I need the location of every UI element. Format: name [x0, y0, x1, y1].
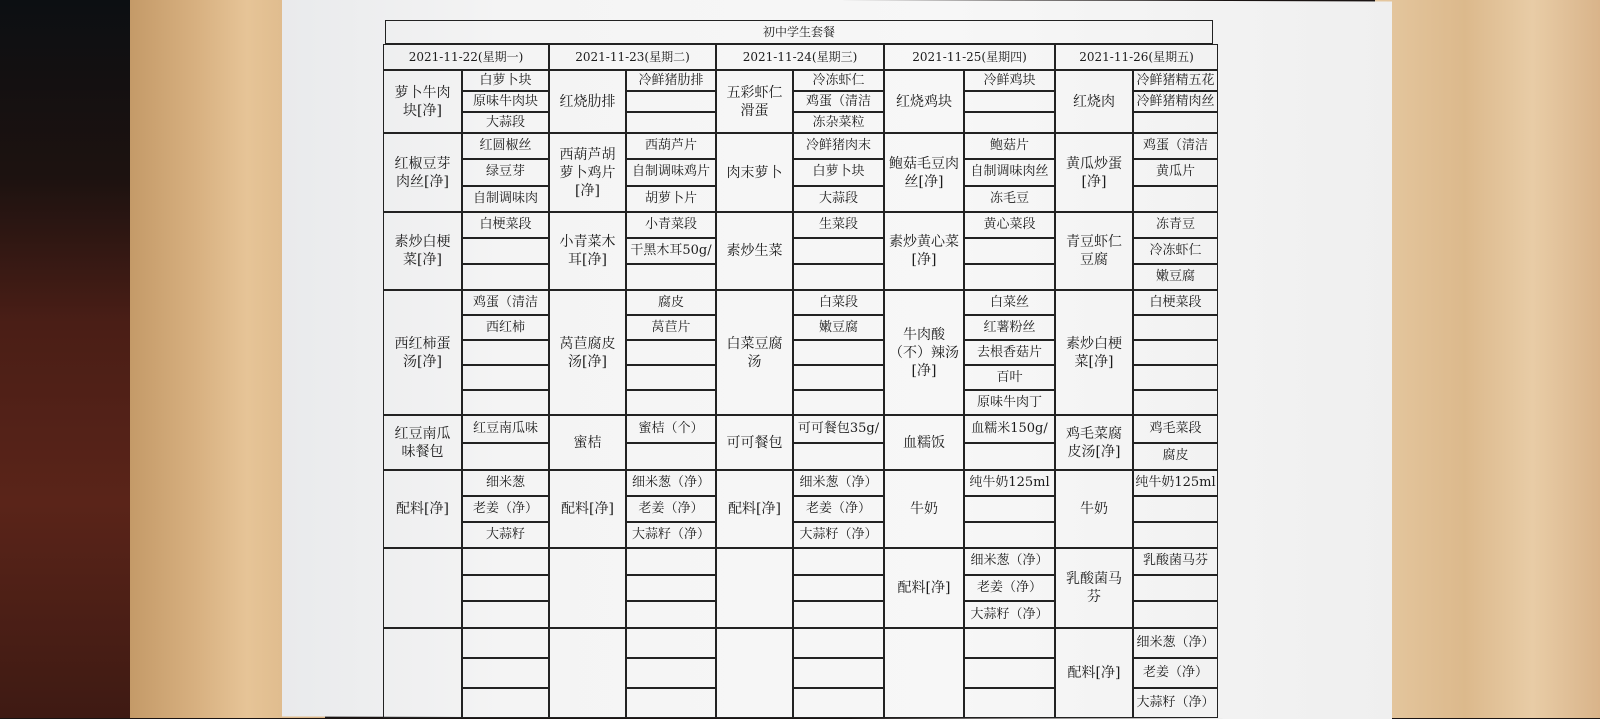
- ingredient-cell: 鸡毛菜段: [1133, 415, 1218, 443]
- ingredient-cell: 老姜（净）: [462, 496, 549, 522]
- ingredient-cell: [462, 365, 549, 390]
- dish-name: [549, 628, 626, 718]
- ingredient-cell: [793, 601, 884, 628]
- ingredient-cell: 纯牛奶125ml: [964, 470, 1055, 496]
- ingredient-cell: [1133, 601, 1218, 628]
- ingredient-cell: 自制调味肉: [462, 186, 549, 212]
- ingredient-cell: 白萝卜块: [793, 159, 884, 185]
- ingredient-cell: [793, 340, 884, 365]
- ingredient-cell: 纯牛奶125ml: [1133, 470, 1218, 496]
- ingredient-cell: [964, 658, 1055, 688]
- ingredient-cell: 大蒜段: [462, 112, 549, 133]
- ingredient-cell: [1133, 575, 1218, 602]
- ingredient-cell: 细米葱（净）: [626, 470, 716, 496]
- dish-name: 牛奶: [884, 470, 964, 548]
- ingredient-cell: 冷鲜鸡块: [964, 70, 1055, 91]
- ingredient-cell: [626, 340, 716, 365]
- ingredient-cell: [793, 688, 884, 718]
- dish-name: 鸡毛菜腐皮汤[净]: [1055, 415, 1133, 470]
- ingredient-cell: 大蒜籽: [462, 522, 549, 548]
- ingredient-cell: [793, 628, 884, 658]
- ingredient-cell: 大蒜籽（净）: [1133, 688, 1218, 718]
- ingredient-cell: [626, 365, 716, 390]
- dish-name: 肉末萝卜: [716, 133, 793, 212]
- ingredient-cell: 胡萝卜片: [626, 186, 716, 212]
- ingredient-cell: 百叶: [964, 365, 1055, 390]
- ingredient-cell: 老姜（净）: [1133, 658, 1218, 688]
- dish-name: 小青菜木耳[净]: [549, 212, 626, 290]
- ingredient-cell: [626, 628, 716, 658]
- ingredient-cell: 冷冻虾仁: [793, 70, 884, 91]
- ingredient-cell: [1133, 112, 1218, 133]
- ingredient-cell: [964, 264, 1055, 290]
- ingredient-cell: 干黑木耳50g/: [626, 238, 716, 264]
- ingredient-cell: [462, 601, 549, 628]
- ingredient-cell: 白菜段: [793, 290, 884, 315]
- ingredient-cell: [626, 443, 716, 471]
- ingredient-cell: 可可餐包35g/: [793, 415, 884, 443]
- dish-name: 素炒白梗菜[净]: [383, 212, 462, 290]
- ingredient-cell: 白菜丝: [964, 290, 1055, 315]
- ingredient-cell: 乳酸菌马芬: [1133, 548, 1218, 575]
- ingredient-cell: 白梗菜段: [462, 212, 549, 238]
- ingredient-cell: [626, 112, 716, 133]
- ingredient-cell: 老姜（净）: [626, 496, 716, 522]
- ingredient-cell: [1133, 186, 1218, 212]
- ingredient-cell: 红圆椒丝: [462, 133, 549, 159]
- ingredient-cell: [626, 264, 716, 290]
- ingredient-cell: [793, 264, 884, 290]
- ingredient-cell: 大蒜籽（净）: [964, 601, 1055, 628]
- dish-name: 莴苣腐皮汤[净]: [549, 290, 626, 415]
- dish-name: 红烧鸡块: [884, 70, 964, 133]
- ingredient-cell: [793, 390, 884, 415]
- ingredient-cell: [462, 238, 549, 264]
- dish-name: [716, 628, 793, 718]
- dish-name: 乳酸菌马芬: [1055, 548, 1133, 628]
- table-title: 初中学生套餐: [385, 20, 1213, 44]
- ingredient-cell: [462, 390, 549, 415]
- dish-name: 红烧肉: [1055, 70, 1133, 133]
- ingredient-cell: [626, 548, 716, 575]
- dish-name: 牛肉酸（不）辣汤[净]: [884, 290, 964, 415]
- ingredient-cell: [462, 628, 549, 658]
- ingredient-cell: 白萝卜块: [462, 70, 549, 91]
- ingredient-cell: [626, 688, 716, 718]
- ingredient-cell: [462, 548, 549, 575]
- ingredient-cell: 冷鲜猪肉末: [793, 133, 884, 159]
- ingredient-cell: 大蒜籽（净）: [626, 522, 716, 548]
- ingredient-cell: 细米葱（净）: [793, 470, 884, 496]
- ingredient-cell: 绿豆芽: [462, 159, 549, 185]
- ingredient-cell: 冷冻虾仁: [1133, 238, 1218, 264]
- dish-name: 可可餐包: [716, 415, 793, 470]
- dish-name: 红烧肋排: [549, 70, 626, 133]
- ingredient-cell: [1133, 340, 1218, 365]
- dish-name: 青豆虾仁豆腐: [1055, 212, 1133, 290]
- ingredient-cell: 冷鲜猪精五花: [1133, 70, 1218, 91]
- ingredient-cell: [964, 522, 1055, 548]
- ingredient-cell: [964, 496, 1055, 522]
- ingredient-cell: 西葫芦片: [626, 133, 716, 159]
- ingredient-cell: 鸡蛋（清洁: [1133, 133, 1218, 159]
- ingredient-cell: 自制调味肉丝: [964, 159, 1055, 185]
- dish-name: 西红柿蛋汤[净]: [383, 290, 462, 415]
- ingredient-cell: 红薯粉丝: [964, 315, 1055, 340]
- ingredient-cell: 冻毛豆: [964, 186, 1055, 212]
- dish-name: 血糯饭: [884, 415, 964, 470]
- ingredient-cell: 嫩豆腐: [1133, 264, 1218, 290]
- ingredient-cell: 蜜桔（个）: [626, 415, 716, 443]
- ingredient-cell: 大蒜籽（净）: [793, 522, 884, 548]
- ingredient-cell: [1133, 522, 1218, 548]
- ingredient-cell: [1133, 315, 1218, 340]
- dish-name: 素炒白梗菜[净]: [1055, 290, 1133, 415]
- ingredient-cell: [793, 238, 884, 264]
- dish-name: 黄瓜炒蛋[净]: [1055, 133, 1133, 212]
- ingredient-cell: [626, 575, 716, 602]
- ingredient-cell: [462, 443, 549, 471]
- dish-name: [383, 628, 462, 718]
- ingredient-cell: 原味牛肉块: [462, 91, 549, 112]
- ingredient-cell: 嫩豆腐: [793, 315, 884, 340]
- ingredient-cell: [462, 658, 549, 688]
- date-header: 2021-11-22(星期一): [383, 44, 549, 70]
- dish-name: 红豆南瓜味餐包: [383, 415, 462, 470]
- ingredient-cell: [626, 91, 716, 112]
- ingredient-cell: [462, 575, 549, 602]
- date-header: 2021-11-25(星期四): [884, 44, 1055, 70]
- dish-name: 配料[净]: [549, 470, 626, 548]
- ingredient-cell: [626, 601, 716, 628]
- ingredient-cell: 冷鲜猪肋排: [626, 70, 716, 91]
- dish-name: 鲍菇毛豆肉丝[净]: [884, 133, 964, 212]
- dish-name: 配料[净]: [884, 548, 964, 628]
- ingredient-cell: 原味牛肉丁: [964, 390, 1055, 415]
- ingredient-cell: [1133, 365, 1218, 390]
- ingredient-cell: 红豆南瓜味: [462, 415, 549, 443]
- ingredient-cell: 腐皮: [1133, 443, 1218, 471]
- ingredient-cell: 西红柿: [462, 315, 549, 340]
- ingredient-cell: 冷鲜猪精肉丝: [1133, 91, 1218, 112]
- date-header: 2021-11-23(星期二): [549, 44, 716, 70]
- ingredient-cell: [793, 365, 884, 390]
- ingredient-cell: 细米葱（净）: [964, 548, 1055, 575]
- ingredient-cell: [626, 390, 716, 415]
- ingredient-cell: 老姜（净）: [964, 575, 1055, 602]
- ingredient-cell: [793, 575, 884, 602]
- ingredient-cell: [964, 112, 1055, 133]
- dish-name: 素炒黄心菜[净]: [884, 212, 964, 290]
- dish-name: [884, 628, 964, 718]
- ingredient-cell: 莴苣片: [626, 315, 716, 340]
- dish-name: 配料[净]: [383, 470, 462, 548]
- dish-name: 萝卜牛肉块[净]: [383, 70, 462, 133]
- ingredient-cell: [964, 238, 1055, 264]
- ingredient-cell: [964, 91, 1055, 112]
- ingredient-cell: [462, 688, 549, 718]
- ingredient-cell: [793, 443, 884, 471]
- ingredient-cell: [462, 340, 549, 365]
- ingredient-cell: 细米葱（净）: [1133, 628, 1218, 658]
- date-header: 2021-11-24(星期三): [716, 44, 884, 70]
- ingredient-cell: 鸡蛋（清洁: [793, 91, 884, 112]
- ingredient-cell: 白梗菜段: [1133, 290, 1218, 315]
- ingredient-cell: 黄心菜段: [964, 212, 1055, 238]
- ingredient-cell: [1133, 390, 1218, 415]
- ingredient-cell: 冻杂菜粒: [793, 112, 884, 133]
- ingredient-cell: 细米葱: [462, 470, 549, 496]
- ingredient-cell: 去根香菇片: [964, 340, 1055, 365]
- ingredient-cell: 鲍菇片: [964, 133, 1055, 159]
- dish-name: 配料[净]: [716, 470, 793, 548]
- ingredient-cell: 鸡蛋（清洁: [462, 290, 549, 315]
- ingredient-cell: [793, 658, 884, 688]
- dish-name: 红椒豆芽肉丝[净]: [383, 133, 462, 212]
- dish-name: 牛奶: [1055, 470, 1133, 548]
- ingredient-cell: [626, 658, 716, 688]
- dish-name: 西葫芦胡萝卜鸡片[净]: [549, 133, 626, 212]
- ingredient-cell: [462, 264, 549, 290]
- ingredient-cell: 血糯米150g/: [964, 415, 1055, 443]
- ingredient-cell: 小青菜段: [626, 212, 716, 238]
- dish-name: 素炒生菜: [716, 212, 793, 290]
- dish-name: [383, 548, 462, 628]
- date-header: 2021-11-26(星期五): [1055, 44, 1218, 70]
- dish-name: 五彩虾仁滑蛋: [716, 70, 793, 133]
- dish-name: [549, 548, 626, 628]
- ingredient-cell: [964, 628, 1055, 658]
- ingredient-cell: 黄瓜片: [1133, 159, 1218, 185]
- ingredient-cell: [1133, 496, 1218, 522]
- ingredient-cell: [964, 443, 1055, 471]
- ingredient-cell: 腐皮: [626, 290, 716, 315]
- ingredient-cell: 生菜段: [793, 212, 884, 238]
- dish-name: 配料[净]: [1055, 628, 1133, 718]
- ingredient-cell: 老姜（净）: [793, 496, 884, 522]
- ingredient-cell: 冻青豆: [1133, 212, 1218, 238]
- ingredient-cell: [793, 548, 884, 575]
- dish-name: 蜜桔: [549, 415, 626, 470]
- ingredient-cell: 大蒜段: [793, 186, 884, 212]
- dish-name: [716, 548, 793, 628]
- ingredient-cell: 自制调味鸡片: [626, 159, 716, 185]
- dish-name: 白菜豆腐汤: [716, 290, 793, 415]
- ingredient-cell: [964, 688, 1055, 718]
